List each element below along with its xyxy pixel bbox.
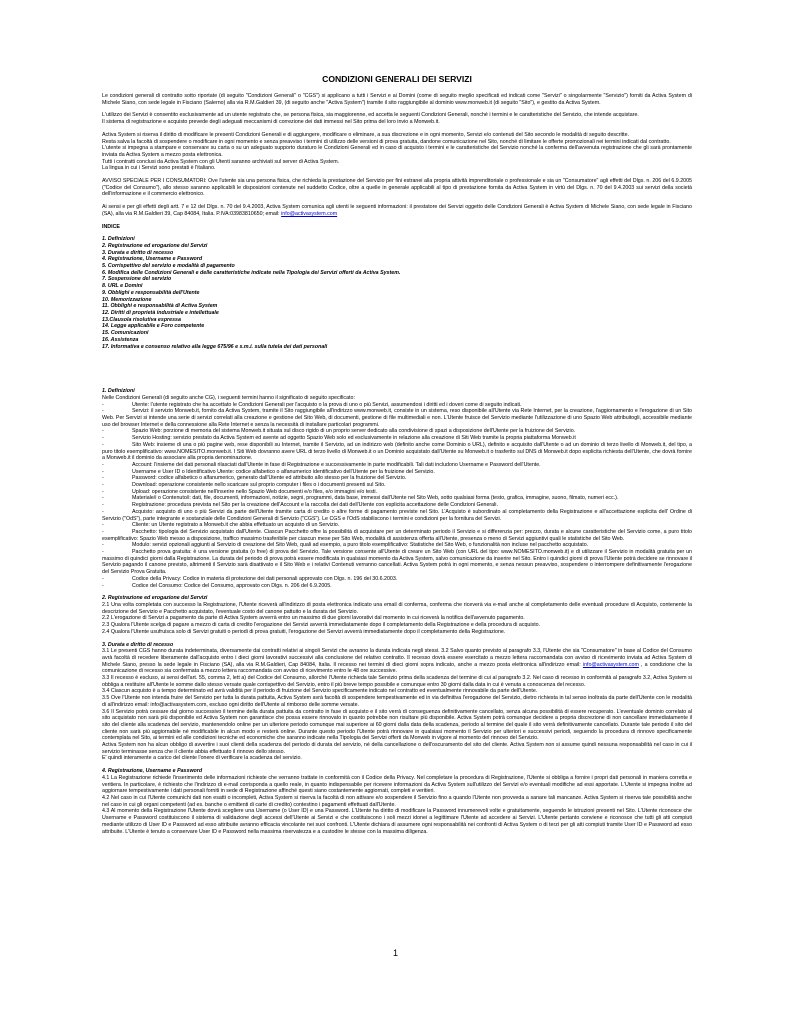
bullet-dash: - <box>102 575 104 582</box>
definition-text: Materiale/i o Contenuto/i: dati, file, documenti, informazioni, notizie, segni, programmi, data base, immessi dall'Utente nel Sito Web, sotto qualsiasi forma (testo, grafica, immagine, suono, filmato, numeri ecc.). <box>132 495 619 502</box>
section-4-line: 4.2 Nel caso in cui l'Utente comunichi dati non esatti o incompleti, Activa System si riserva la facoltà di non attivare e/o sospendere il Servizio fino a quando l'Utente non provveda a sanare tali mancanze. Activa System si riserva tale possibilità anche nel caso in cui gli organi competenti (ad es. banche o emittenti di carte di credito) contestino i pagamenti effettuati dall'Utente. <box>102 794 692 808</box>
definition-text: Account: l'insieme dei dati personali rilasciati dall'Utente in fase di Registrazione e successivamente in parte modificabili. Tali dati includono Username e Password dell'Utente. <box>132 461 541 468</box>
definition-item <box>102 549 692 576</box>
intro-paragraph-line: Tutti i contratti conclusi da Activa System con gli Utenti saranno archiviati sul server di Activa System. <box>102 158 340 165</box>
definition-item <box>102 529 692 542</box>
section-3-line: Activa System non ha alcun obbligo di avvertire i suoi clienti della scadenza del periodo di durata del servizio, né della cancellazione o dell'oscuramento del sito del cliente. Activa System non si assume quindi nessuna responsabilità nel caso in cui il servizio terminasse senza che il cliente abbia effettuato il rinnovo dello stesso. <box>102 742 692 755</box>
definition-item <box>102 502 692 509</box>
definition-item <box>102 402 692 409</box>
index-title: INDICE <box>102 223 120 230</box>
intro-paragraph-line: L'utente si impegna a stampare e conservare su carta o su un adeguato supporto duraturo le Condizioni Generali ed in caso di acquisto i termini e le caratteristiche del Servizio nonché la conferma dell'avvenuta registrazione che gli sarà prontamente inviata da Activa System a mezzo posta elettronica. <box>102 145 692 158</box>
definition-text: Cliente: un Utente registrato a Monweb.it che abbia effettuato un acquisto di un Servizio. <box>132 522 340 529</box>
definition-item <box>102 462 692 469</box>
index-item: 15. Comunicazioni <box>102 330 149 337</box>
section-2-heading: 2. Registrazione ed erogazione dei Servizi <box>102 595 208 602</box>
index-item: 8. URL e Domini <box>102 283 143 290</box>
index-item: 12. Diritti di proprietà industriale e intellettuale <box>102 309 219 316</box>
section-3-line: 3.6 Il Servizio potrà cessare dal giorno successivo il termine della durata pattuita da contratto in fase di acquisto e il sito verrà di conseguenza definitivamente cancellato, senza alcuna possibilità di essere recuperato. L'eventuale dominio correlato al sito acquistato non sarà più disponibile ed Activa System non garantisce che possa essere rinnovato in quanto potrebbe non risultare più disponibile. Activa System potrà comunque decidere a propria discrezione di non cancellare immediatamente il sito del cliente alla scadenza del servizio, mantenendolo online per un ulteriore periodo comunque mai superiore ai 60 giorni dalla data della scadenza, periodo al termine del quale il sito verrà definitivamente cancellato. Durante tale periodo il sito del cliente non sarà più aggiornabile né modificabile in alcun modo e resterà online. Durante questo periodo l'Utente potrà rinnovare in qualsiasi momento il Servizio per ulteriori e successivi periodi, seguendo la procedura di rinnovo specificamente contemplata nel Sito, ai termini ed alle condizioni tecniche ed economiche che saranno indicate nella Tipologia dei Servizi offerti da Monweb in vigore al momento del rinnovo del Servizio. <box>102 708 692 742</box>
page-number: 1 <box>392 948 398 958</box>
index-item: 14. Legge applicabile e Foro competente <box>102 323 205 330</box>
index-item: 17. Informativa e consenso relativo alla legge 675/96 e s.m.i. sulla tutela dei dati personali <box>102 343 328 350</box>
definition-item <box>102 576 692 583</box>
section-4-line: 4.3 Al momento della Registrazione l'Utente dovrà scegliere una Username (o User ID) e una Password. L'Utente ha diritto di modificare la Password innumerevoli volte e gratuitamente, seguendo le istruzioni presenti nel Sito. L'Utente riconosce che Username e Password costituiscono il sistema di validazione degli accessi dell'Utente ai Servizi e che costituiscono i soli mezzi idonei a legittimare l'Utente ad accedere ai Servizi. L'Utente pertanto conviene e riconosce che tutti gli atti compiuti mediante utilizzo di User ID e Password ad esso attribuite avranno efficacia vincolante nei suoi confronti. L'Utente dichiara di assumere ogni responsabilità nei confronti di Activa System o di terzi per gli atti compiuti tramite User ID e Password ad esso attribuite. L'Utente è tenuto a conservare User ID e Password nella massima riservatezza e a custodire le stesse con la massima diligenza. <box>102 808 692 835</box>
bullet-dash: - <box>102 428 104 435</box>
bullet-dash: - <box>102 495 104 502</box>
section-3-line: 3.3 Il recesso è escluso, ai sensi dell'art. 55, comma 2, lett a) del Codice del Consumo, allorché l'Utente richieda tale Servizio prima della scadenza del termine di cui al paragrafo 3.2. Nel caso di recesso in conformità al paragrafo 3.2, Activa System si obbliga a restituire all'Utente le somme dallo stesso versate quale corrispettivo del Servizio, entro il più breve tempo possibile e comunque entro 30 giorni dalla data in cui è venuta a conoscenza del recesso. <box>102 675 692 688</box>
definition-text: Sito Web: insieme di una o più pagine web, rese disponibili su Internet, tramite il Servizio, ad un indirizzo web (definito anche come Dominio o URL), definito e acquisito dall'Utente o ad un dominio di terzo livello di Monweb.it, del tipo, a puro titolo esemplificativo: www.NOMESITO.monweb.it. I Siti Web dovranno avere URL di terzo livello di Monweb.it o un Dominio acquistato dall'Utente su Monweb.it o trasferito sul DNS di Monweb.it dopo esplicita richiesta dell'Utente, che dovrà fornire a Monweb.it il dominio da associare alla propria denominazione. <box>102 441 692 462</box>
definition-text: Pacchetto prova gratuita: è una versione gratuita (o free) di prova del Servizio. Tale versione consente all'Utente di creare un Sito Web (con URL del tipo: www.NOMESITO.monweb.it) e di utilizzare il Servizio in modalità gratuita per un massimo di quindici giorni dalla Registrazione. La durata del periodo di prova potrà essere modificata in qualsiasi momento da Activa System, salvo comunicazione da inserire nel Sito. Entro i quindici giorni di prova l'Utente potrà decidere se rinnovare il Servizio pagando il canone previsto, altrimenti il Servizio sarà disattivato e il Sito Web e i relativi Contenuti verranno cancellati. Activa System potrà in ogni momento, e senza nessun preavviso, sospendere o interrompere definitivamente l'erogazione del Servizio Prova Gratuita. <box>102 549 692 576</box>
bullet-dash: - <box>102 522 104 529</box>
section-3-p1-text: 3.1 Le presenti CGS hanno durata indeterminata, diversamente dai contratti relativi ai singoli Servizi che avranno la durata indicata negli stessi. 3.2 Salvo quanto previsto al paragrafo 3.3, l'Utente che sia "Consumatore" in base al Codice del Consumo avrà facoltà di recedere liberamente dall'acquisto entro i dieci giorni lavorativi successivi alla conclusione del relativo contratto. Il recesso dovrà essere esercitato a mezzo lettera raccomandata con avviso di ricevimento inviata ad Activa System di Michele Siano, presso la sede legale in Fisciano (SA), alla via R.M.Galdieri, Cap 84084, Italia. Il recesso nei termini di dieci giorni sopra indicato, anche a mezzo posta elettronica all'indirizzo email: <box>102 648 692 668</box>
definition-text: Spazio Web: porzione di memoria del sistema Monweb.it situata sul disco rigido di un proprio server dedicato alla condivisione di spazi a disposizione dell'Utente per la fruizione del Servizio. <box>132 428 576 435</box>
index-item: 4. Registrazione, Username e Password <box>102 256 203 263</box>
index-item: 5. Corrispettivo del servizio e modalità di pagamento <box>102 263 235 270</box>
intro-paragraph-line: Le condizioni generali di contratto sotto riportate (di seguito "Condizioni Generali" o "CGS") si applicano a tutti i Servizi e ai Domini (come di seguito meglio specificati ed indicati come "Servizi" o singolarmente "Servizio") forniti da Activa System di Michele Siano, con sede legale in Fisciano (Salerno) alla via R.M.Galdieri 39, (di seguito anche "Activa System") tramite il sito raggiungibile al dominio www.monweb.it (di seguito "Sito"), e gestito da Activa System. <box>102 93 692 106</box>
index-item: 1. Definizioni <box>102 236 135 243</box>
definition-text: Servizio Hosting: servizio prestato da Activa System ed avente ad oggetto Spazio Web solo ed esclusivamente in relazione alla creazione di Siti Web tramite la propria piattaforma Monweb.it <box>132 435 576 442</box>
intro-paragraph-line: Il sistema di registrazione e acquisto prevede degli adeguati meccanismi di correzione dei dati immessi nel Sito prima del loro invio a Monweb.it. <box>102 119 440 126</box>
bullet-dash: - <box>102 401 104 408</box>
index-item: 16. Assistenza <box>102 336 139 343</box>
intro-paragraph-line: Activa System si riserva il diritto di modificare le presenti Condizioni Generali e di aggiungere, modificare o eliminare, a sua discrezione e in ogni momento, Servizi e/o contenuti del Sito secondo le modalità di seguito descritte. <box>102 131 630 138</box>
section-3-line: E' quindi interamente a carico del cliente l'onere di verificare la scadenza del servizio. <box>102 755 302 762</box>
section-4-line: 4.1 La Registrazione richiede l'inserimento delle informazioni richieste che verranno trattate in conformità con il Codice della Privacy. Nel completare la procedura di Registrazione, l'Utente si obbliga a fornire i propri dati personali in maniera corretta e veritiera. In particolare, è richiesto che l'indirizzo di e-mail corrisponda a quello reale, in quanto indispensabile per ricevere informazioni da Activa System sull'utilizzo del Servizi e/o eventuali modifiche ad essi apportate. L'Utente si impegna inoltre ad aggiornare tempestivamente i dati personali forniti in sede di Registrazione affinché questi siano costantemente aggiornati, completi e veritieri. <box>102 774 692 795</box>
intro-paragraph-line: Resta salva la facoltà di sospendere o modificare in ogni momento e senza preavviso i termini di utilizzo delle versioni di prova gratuita, dandone comunicazione nel Sito, nonché di limitare le offerte promozionali nei termini indicati dal contratto. <box>102 138 671 145</box>
section-2-line: 2.3 Qualora l'Utente scelga di pagare a mezzo di carta di credito l'erogazione dei Servizi avverrà immediatamente dopo il completamento della Registrazione e della procedura di acquisto. <box>102 622 541 629</box>
bullet-dash: - <box>102 502 104 509</box>
index-list <box>102 236 692 350</box>
section-2-line: 2.4 Qualora l'Utente usufruisca solo di Servizi gratuiti o periodi di prova gratuiti, l'erogazione dei Servizi avverrà immediatamente dopo il completamento della Registrazione. <box>102 628 506 635</box>
intro-paragraph-line: AVVISO SPECIALE PER I CONSUMATORI: Ove l'utente sia una persona fisica, che richieda la prestazione del Servizio per fini estranei alla propria attività imprenditoriale o professionale e sia un "Consumatore" agli effetti del Dlgs. n. 206 del 6.9.2005 ("Codice del Consumo"), allo stesso saranno applicabili le disposizioni contenute nel suddetto Codice, oltre a quelle in generale applicabili al tipo di prestazione fornita da Activa System in virtù del Dlgs. n. 70 del 9.4.2003 sui servizi della società dell'informazione e il commercio elettronico. <box>102 178 692 198</box>
index-item: 3. Durata e diritto di recesso <box>102 249 174 256</box>
index-item: 10. Memorizzazione <box>102 296 152 303</box>
definition-text: Codice del Consumo: Codice del Consumo, approvato con Dlgs. n. 206 del 6.9.2005. <box>132 582 332 589</box>
section-4-heading: 4. Registrazione, Username e Password <box>102 768 203 775</box>
index-item: 9. Obblighi e responsabilità dell'Utente <box>102 289 200 296</box>
definition-item <box>102 482 692 489</box>
bullet-dash: - <box>102 408 104 415</box>
index-item: 13.Clausola risolutiva espressa <box>102 316 181 323</box>
section-2-line: 2.2 L'erogazione di Servizi a pagamento da parte di Activa System avverrà entro un massimo di due giorni lavorativi dal momento in cui riceverà la notifica dell'avvenuto pagamento. <box>102 615 525 622</box>
intro-paragraph <box>102 112 692 125</box>
intro-paragraph-line: L'utilizzo dei Servizi è consentito esclusivamente ad un utente registrato che, se persona fisica, sia maggiorenne, ed accetta le seguenti Condizioni Generali, nonché i termini e le caratteristiche del Servizio, che intende acquistare. <box>102 112 639 119</box>
definition-text: Codice della Privacy: Codice in materia di protezione dei dati personali approvato con Dlgs. n. 196 del 30.6.2003. <box>132 575 398 582</box>
intro-paragraph <box>102 178 692 198</box>
definition-text: Servizi: il servizio Monweb.it, fornito da Activa System, tramite il Sito raggiungibile all'indirizzo www.monweb.it, consiste in un sistema, reso disponibile all'Utente via Rete Internet, per la creazione, l'aggiornamento e l'erogazione di un Sito Web. Per Servizi si intende una serie di servizi correlati alla creazione e gestione del Sito Web, di documenti, gestione di file multimediali e non. L'Utente fruisce del Servizio mediante l'utilizzazione di uno Spazio Web attribuitogli, accessibile mediante uso del browser Internet e della connessione alla Rete Internet e senza la necessità di installare particolari programmi. <box>102 408 692 428</box>
definition-item <box>102 583 692 590</box>
intro-section <box>102 93 692 198</box>
section-2-text <box>102 602 692 636</box>
document-page <box>102 74 692 1004</box>
document-title: CONDIZIONI GENERALI DEI SERVIZI <box>322 74 472 84</box>
bullet-dash: - <box>102 468 104 475</box>
definition-text: Password: codice alfabetico o alfanumerico, generato dall'Utente ed attribuito allo stesso per la fruizione del Servizio. <box>132 475 407 482</box>
definition-item <box>102 428 692 435</box>
definition-item <box>102 475 692 482</box>
definitions-list <box>102 402 692 590</box>
definition-item <box>102 542 692 549</box>
definition-item <box>102 469 692 476</box>
intro-paragraph <box>102 93 692 106</box>
intro-paragraph <box>102 132 692 172</box>
bullet-dash: - <box>102 441 104 448</box>
section-3-line: 3.4 Ciascun acquisto è a tempo determinato ed avrà validità per il periodo di fruizione del Servizio specificamente indicato nel contratto ed eventualmente rinnovabile da parte dell'Utente. <box>102 688 538 695</box>
bullet-dash: - <box>102 582 104 589</box>
section-3-p2 <box>102 675 692 762</box>
definition-text: Upload: operazione consistente nell'inserire nello Spazio Web documenti e/o files, e/o immagini e/o testi. <box>132 488 377 495</box>
index-item: 11. Obblighi e responsabilità di Activa System <box>102 303 218 310</box>
provider-notice-text: Ai sensi e per gli effetti degli artt. 7 e 12 del Dlgs. n. 70 del 9.4.2003, Activa System comunica agli utenti le seguenti informazioni: il prestatore dei Servizi oggetto delle Condizioni Generali è Activa System di Michele Siano, con sede legale in Fisciano (SA), alla via R.M.Galdieri 39, Cap 84084, Italia. P.IVA:03983810650; email: <box>102 204 692 217</box>
definition-text: Username e User ID o Identificativo Utente: codice alfabetico o alfanumerico identificativo dell'Utente per la fruizione del Servizio. <box>132 468 435 475</box>
index-item: 2. Registrazione ed erogazione dei Servizi <box>102 242 208 249</box>
section-3-p1 <box>102 648 692 675</box>
definition-item <box>102 442 692 462</box>
definition-text: Modulo: servizi opzionali aggiunti al Servizio di creazione del Sito Web, quali ad esempio, a puro titolo esemplificativo: Statistiche del Sito Web, o funzionalità non incluse nel pacchetto acquistato. <box>132 542 589 549</box>
definition-text: Acquisto: acquisto di uno o più Servizi da parte dell'Utente tramite carta di credito o altre forme di pagamento previste nel Sito. L'Acquisto è subordinato al completamento della Registrazione e all'accettazione esplicita dell' Ordine di Servizio ("OdS"), parte integrante e sostanziale delle Condizioni Generali di Servizio ("CGS"). Le CGS e l'OdS stabiliscono i termini e condizioni per la fornitura del Servizi. <box>102 508 692 522</box>
definition-item <box>102 522 692 529</box>
section-3-line: 3.5 Ove l'Utente non intenda fruire del Servizio per tutta la durata pattuita, Activa System avrà facoltà di sospendere tempestivamente ed in via definitiva l'erogazione del Servizio, dietro richiesta in tal senso inoltrata da parte dell'Utente con le modalità di all'indirizzo email: info@activasystem.com, escluso ogni diritto dell'Utente al rimborso delle somme versate. <box>102 695 692 708</box>
definition-text: Utente: l'utente registrato che ha accettato le Condizioni Generali per l'acquisto o la prova di uno o più Servizi, assumendosi i diritti ed i doveri come di seguito indicati. <box>132 401 522 408</box>
bullet-dash: - <box>102 528 104 535</box>
provider-notice <box>102 204 692 217</box>
definition-item <box>102 495 692 502</box>
section-3-p1-tail: , a condizione che la comunicazione di recesso sia confermata a mezzo lettera raccomandata con avviso di ricevimento entro le 48 ore successive. <box>102 661 692 675</box>
definition-text: Pacchetto: tipologia del Servizio acquistato dall'Utente. Ciascun Pacchetto offre la possibilità di acquistare per un determinato periodo il Servizio e si differenzia per: prezzo, durata e alcune caratteristiche del Servizio come, a puro titolo esemplificativo: Spazio Web messo a disposizione, traffico massimo trasferibile per ciascun mese per Sito Web, modalità di assistenza offerta all'Utente, presenza o meno di Servizi aggiuntivi quali le statistiche del Sito Web. <box>102 528 692 542</box>
bullet-dash: - <box>102 508 104 515</box>
bullet-dash: - <box>102 482 104 489</box>
intro-paragraph-line: La lingua in cui i Servizi sono prestati è l'italiano. <box>102 165 216 172</box>
definition-text: Registrazione: procedura prevista nel Sito per la creazione dell'Account e la raccolta dei dati dell'Utente con esplicita accettazione delle Condizioni Generali. <box>132 502 498 509</box>
bullet-dash: - <box>102 549 104 556</box>
index-item: 7. Sospensione del servizio <box>102 276 172 283</box>
bullet-dash: - <box>102 461 104 468</box>
bullet-dash: - <box>102 542 104 549</box>
definition-item <box>102 435 692 442</box>
section-4-text <box>102 775 692 835</box>
section-1-lead: Nelle Condizioni Generali (di seguito anche CG), i seguenti termini hanno il significato di seguito specificato: <box>102 394 355 401</box>
section-1-heading: 1. Definizioni <box>102 388 135 395</box>
definition-text: Download: operazione consistente nello scaricare sul proprio computer i files o i documenti presenti sul Sito. <box>132 482 386 489</box>
section-3-heading: 3. Durata e diritto di recesso <box>102 641 174 648</box>
index-item: 6. Modifica delle Condizioni Generali e delle caratteristiche indicate nella Tipologia dei Servizi offerti da Activa System. <box>102 269 401 276</box>
bullet-dash: - <box>102 475 104 482</box>
section-2-line: 2.1 Una volta completata con successo la Registrazione, l'Utente riceverà all'indirizzo di posta elettronica indicato una email di conferma, conferma che riceverà via e-mail anche al completamento delle eventuali procedure di Acquisto, contenente la descrizione del Servizio e Pacchetto acquistato, l'eventuale costo del canone pattuito e la durata del Servizio. <box>102 602 692 615</box>
definition-item <box>102 408 692 428</box>
recesso-email-link[interactable]: info@activasystem.com <box>582 661 639 668</box>
provider-email-link[interactable]: info@activasystem.com <box>281 210 338 217</box>
bullet-dash: - <box>102 435 104 442</box>
definition-item <box>102 509 692 522</box>
bullet-dash: - <box>102 488 104 495</box>
definition-item <box>102 489 692 496</box>
